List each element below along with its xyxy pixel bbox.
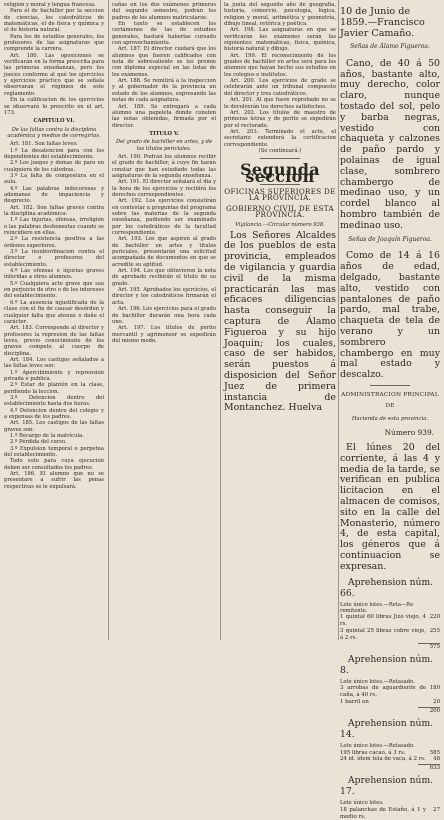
circular-body: Los Señores Alcaldes de los pueblos de esta provincia, empleados de vigilancia y guardia civil de la misma practicarán las mas eficaces diligencias hasta conseguir la captura de Álamo Figueroa y su hijo Joaquin; los cuales, caso de ser habidos, serán puestos á disposicion del Señor Juez de primera instancia de Montanchez. Huelva [224, 229, 336, 414]
paragraph: Art. 186. El alumno que no se presentare a sufrir las penas respectivas se le expulsará. [4, 471, 104, 490]
column-3 [224, 2, 336, 414]
paragraph: Todo esto para cuya ejecucion deben ser consultados los padres. [4, 458, 104, 471]
paragraph: Art. 203. Terminado el acto, el secretario extenderá la certificacion correspondiente. [224, 128, 336, 148]
paragraph: la junta del segundo año de geografía, historia, comercio, psicología, lógica, religion y moral, aritmética y geometría, dibujo lineal, retórica y poética. [224, 2, 336, 28]
description-heading-2: Señas de Joaquín Figueroa. [348, 235, 432, 243]
lot-row [340, 685, 440, 699]
lot-value: 255 [429, 628, 440, 635]
lot-total: 633 [418, 764, 440, 771]
lot-caption: Lote único lotes.—Reta—Re remitente. [340, 601, 414, 615]
paragraph: 1.º Apercibimiento y reprension privada o publica. [4, 369, 104, 382]
lot-value: 20 [433, 699, 440, 705]
description-heading-1: Señas de Álamo Figueroa. [350, 43, 430, 50]
paragraph: cañas en los dos exámenes primeros del segundo semestre, podrán los padres de los alumnos matricularse. [112, 2, 216, 21]
column-rule [220, 0, 221, 640]
aprehension-heading: Aprehension núm. 14. [340, 718, 434, 741]
paragraph: Art. 185. Los castigos de las faltas graves son: [4, 420, 104, 433]
aprehension-heading: Aprehension núm. 17. [340, 775, 434, 798]
column-rule [108, 0, 109, 640]
lot-desc: 3 quintal 25 libras cobre viejo, á 2 rs. [340, 628, 426, 641]
lot-row [340, 614, 440, 628]
lot-value: 27 [433, 806, 440, 813]
lot-value: 48 [433, 756, 440, 763]
paragraph: 1.º Recargo de la matrícula. [10, 433, 84, 440]
lot-caption: Lote único lotes.—Retasado. [340, 743, 415, 750]
lot-value: 180 [429, 685, 440, 692]
lot-caption: Lote único lotes.—Retasado. [340, 679, 415, 685]
paragraph: Art. 200. Los ejercicios de grado se celebrarán ante un tribunal compuesto del director y tres catedráticos. [224, 78, 336, 97]
paragraph: En la calificacion de los ejercicios se observará lo prescrito en el art. 173. [4, 97, 104, 116]
paragraph: 3.º Expulsion temporal o perpetua del establecimiento. [4, 445, 104, 459]
auction-notice: El lúnes 20 del corriente, á las 4 y media de la tarde, se verifican en publica licitacion en el almacen de comisos, sito en la calle del Monasterio, número 4, de esta capital, los géneros que á continuacion se expresan. [340, 442, 440, 572]
paragraph: 2.º La resistencia positiva a las órdenes superiores. [4, 236, 104, 249]
lot-block-1 [340, 577, 440, 650]
lot-row [340, 699, 440, 706]
lot-desc: 3 arrobas de aguardiente de caña, á 40 rs. [340, 685, 426, 699]
paragraph: Art. 202. Los títulos de maestro de primeras letras y de perito se expedirán por el rectorado. [224, 109, 336, 129]
lot-caption: Lote único lotes. [340, 800, 384, 807]
lot-block-2 [340, 654, 440, 714]
paragraph: 4.º Detencion dentro del colegio y a expensas de los padres. [4, 407, 104, 420]
paragraph: Art. 198. Las asignaturas en que se verificarán los exámenes serán las siguientes: matemáticas, física, química, historia natural y dibujo. [224, 27, 336, 53]
divider [370, 385, 410, 386]
lot-total: 200 [418, 707, 440, 714]
paragraph: 2.º Estar de plantón en la clase, perdiendo la leccion. [4, 382, 104, 395]
paragraph: Art. 189. Se entregará a cada alumno una papeleta donde consten las notas obtenidas, firmada por el director. [112, 103, 216, 129]
lot-value: 220 [429, 614, 440, 621]
aprehension-heading: Aprehension núm. 8. [340, 654, 434, 676]
column-1-paragraphs-b [4, 141, 104, 490]
lot-block-4 [340, 775, 440, 820]
column-2-paragraphs-a [112, 2, 216, 129]
paragraph: Art. 182. Son faltas graves contra la disciplina académica: [4, 204, 104, 217]
title-heading: TITULO V. [149, 130, 179, 137]
offices-heading: OFICINAS SUPERIORES DE LA PROVINCIA. [224, 186, 336, 203]
paragraph: Art. 195. Aprobados los ejercicios, el director y los catedráticos firmarán el acta. [112, 287, 216, 306]
paragraph: religion y moral y lengua francesa. [4, 2, 96, 8]
column-1-paragraphs-a [4, 2, 104, 116]
paragraph: Art. 193. Los que aspiren al grado de bachiller en artes y titulos periciales, presentarán una solicitud acompañada de documentos en que se acredite su aptitud. [112, 236, 216, 268]
circular-heading: Vigilancia.—Circular número 938. [235, 222, 325, 229]
paragraph: 4.º Las palabras indecorosas y ademanes de impaciencia y desprecio. [4, 185, 104, 205]
paragraph: Para el de bachiller por la seccion de ciencias, los catedráticos de matemáticas, el de física y química y el de historia natural. [4, 8, 104, 34]
paragraph: 1.º La desatencion para con los dependientes del establecimiento. [4, 147, 104, 160]
paragraph: Art. 199. El reconocimiento de los grados de bachiller en artes será para los alumnos que hayan hecho sus estudios en los colegios e institutos. [224, 52, 336, 78]
divider [260, 158, 300, 159]
lot-row [340, 756, 440, 763]
paragraph: Art. 196. Los ejercicios para el grado de bachiller durarán una hora cada uno. [112, 306, 216, 325]
lot-desc: 195 libras cacao, á 3 rs. [340, 749, 406, 756]
column-2-paragraphs-b [112, 154, 216, 344]
paragraph: Art. 191. El director señalará el dia y la hora de los ejercicios y recibirá los derechos correspondientes. [112, 179, 216, 198]
paragraph: Art. 180. Las oposiciones se verificarán en la forma prescrita para las primeras enseñanzas, pero los jueces conforme al qué los ejercicios y ejercicios práctico que se señala observaran el régimen de este reglamento. [4, 52, 104, 97]
chapter-subtitle: De las faltas contra la disciplina académica y medios de corregirlas. [7, 126, 101, 139]
lot-desc: 1 quintal 60 libras Jizo viejo, 4 rs. [340, 614, 426, 628]
paragraph: Art. 181. Son faltas leves: [10, 141, 78, 148]
paragraph: En tanto se establecen los certámenes de las de estudios generales, bastará haberlas cursado con aprovechamiento. [112, 21, 216, 47]
lot-row [340, 750, 440, 757]
paragraph: 2.º Pérdida del curso. [10, 439, 67, 446]
government-heading: GOBIERNO CIVIL DE ESTA PROVINCIA. [226, 203, 334, 219]
paragraph: Art. 201. Al que fuere reprobado no se le devolverán los derechos satisfechos. [224, 97, 336, 110]
lot-value: 585 [429, 749, 440, 756]
date-line: 10 de Junio de 1859.—Francisco Javier Camaño. [340, 6, 425, 39]
column-2 [112, 2, 216, 344]
paragraph: 3.º La insubordinacion contra el director o profesores del establecimiento. [4, 249, 104, 268]
column-1 [4, 2, 104, 490]
aprehension-heading: Aprehension núm. 66. [340, 576, 434, 599]
column-4 [340, 6, 440, 820]
paragraph: 5.º Cualquiera acto grave que sea en perjuicio de otro o de los intereses del establecimiento. [4, 280, 104, 300]
paragraph: Art. 188. Se remitirá a la inspeccion y al gobernador de la provincia un estado de los alumnos, expresando las notas de cada asignatura. [112, 78, 216, 104]
paragraph: 1.º Las injurias, ofensas, irreligion o las palabras deshonestas cuando se reincidiere en ellas. [4, 217, 104, 237]
chapter-heading: CAPITULO VI. [33, 118, 75, 125]
paragraph: 3.º Detencion dentro del establecimiento hasta dos horas. [4, 394, 104, 408]
paragraph: Art. 190. Podrán los alumnos recibir el grado de bachiller, á cuyo fin harán constar que han estudiado todas las asignaturas de la segunda enseñanza. [112, 153, 216, 179]
lot-desc: 24 id. ídem tela de vaca, á 2 rs. [340, 756, 426, 763]
notice-number: Número 939. [384, 428, 434, 438]
paragraph: 4.º Las ofensas e injurias graves inferidas a otros alumnos. [4, 268, 104, 281]
lot-desc: 18 palanchas de Estaño, á 1 y medio rs. [340, 806, 426, 820]
paragraph: Art. 192. Los ejercicios consistirán en contestar a preguntas del programa sobre las materias de la segunda enseñanza, pudiendo ser examinado por los catedráticos de la facultad correspondiente. [112, 198, 216, 237]
lot-desc: 1 barril en [340, 699, 369, 705]
paragraph: Art. 194. Los que obtuvieren la nota de aprobado recibirán el título de su grado. [112, 268, 216, 287]
administration-heading: ADMINISTRACION PRINCIPAL DE [341, 391, 439, 409]
paragraph: Art. 197. Los títulos de perito mercantil y agrimensor se expedirán del mismo modo. [112, 325, 216, 344]
administration-subheading: Hacienda de esta provincia. [351, 415, 429, 422]
paragraph: 6.º La ausencia injustificada de la clase con el fin de causar desórden y cualquier falta que atenue o dañe el carácter. [4, 299, 104, 325]
description-2: Como de 14 á 16 años de edad, delgado, bastante alto, vestido con pantalones de paño pardo, mal trabe, chaqueta de tela de verano y un sombrero chambergo en muy mal estado y descalzo. [340, 250, 440, 381]
paragraph: 2.º Los juegos y demas de paro en cualquiera de los cátedras. [4, 160, 104, 173]
lot-total: 575 [418, 643, 440, 650]
paragraph: Para los de estudios generales, los profesores de las asignaturas que comprende la carrera. [4, 33, 104, 53]
column-3-paragraphs-a [224, 2, 336, 148]
paragraph: Art. 187. El director cuidará que los alumnos que fueren calificados con nota de sobresaliente se les premie con diploma especial en las listas de los exámenes. [112, 46, 216, 78]
continuation-note: (Se continuará.) [258, 147, 302, 154]
lot-block-3 [340, 718, 440, 771]
title-subtitle: Del grado de bachiller en artes, y de los títulos periciales. [115, 139, 213, 152]
paragraph: 3.º La falta de compostura en el aula. [4, 172, 104, 186]
column-rule [338, 0, 339, 640]
paragraph: Art. 183. Corresponde al director y profesores la represion de las faltas leves, previo conocimiento de los graves compete al cuerpo de disciplina. [4, 325, 104, 357]
lot-row [340, 807, 440, 820]
description-1: Cano, de 40 á 50 años, bastante alto, muy derecho, color claro, nunque tostado del sol, pelo y barba negras, vestido con chaqueta y calzones de paño pardo y polainas de igual clase, sombrero chambergo de medinao uso, y un cordel blanco al hombro también de medinao uso. [340, 57, 440, 231]
section-heading: Segunda seccion [240, 160, 320, 186]
paragraph: Art. 184. Los castigos señalados a las faltas leves son: [4, 356, 104, 370]
